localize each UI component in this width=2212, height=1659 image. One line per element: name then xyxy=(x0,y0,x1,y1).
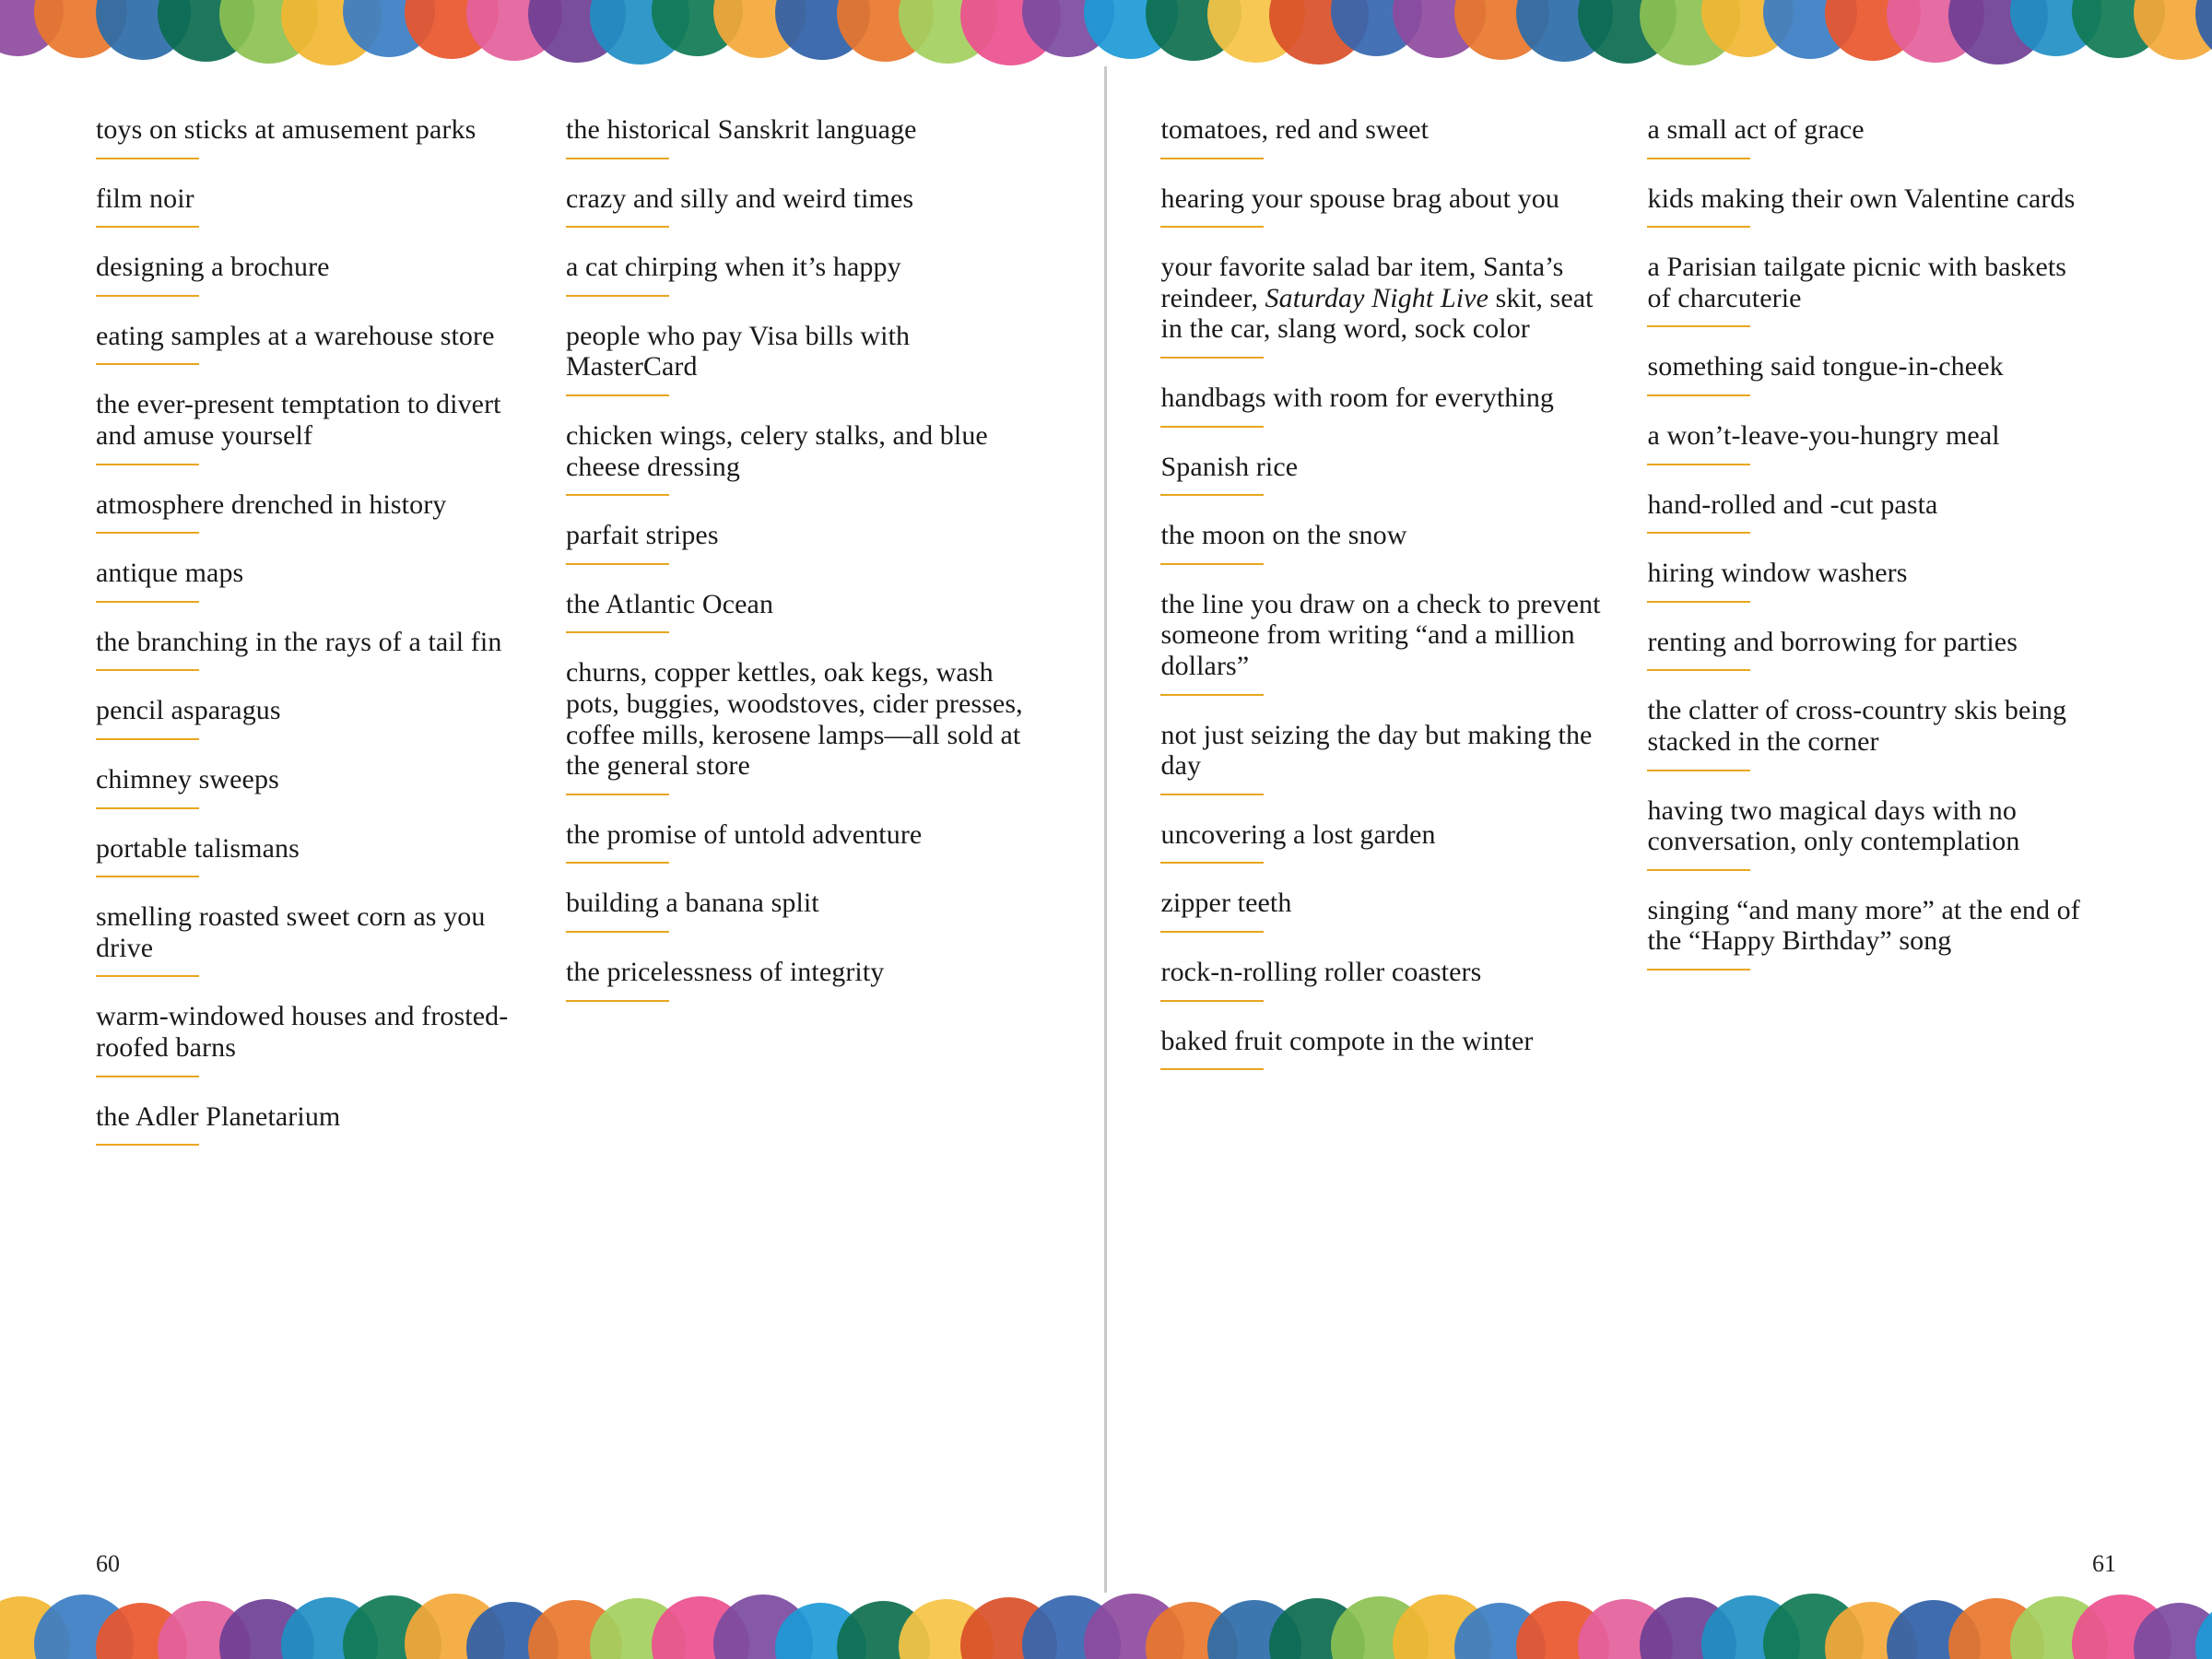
list-item xyxy=(566,819,1045,865)
list-item-text: portable talismans xyxy=(96,832,300,864)
list-item xyxy=(96,1101,547,1147)
list-item-divider xyxy=(1160,1068,1264,1070)
right-folio-row xyxy=(1160,1530,2116,1593)
page-number-left: 60 xyxy=(96,1550,120,1577)
list-item-divider xyxy=(566,158,669,159)
list-item-divider xyxy=(1647,158,1750,159)
list-item-text: the Adler Planetarium xyxy=(96,1100,341,1132)
list-item-text: your favorite salad bar item, Santa’s reindeer, Saturday Night Live skit, seat in the car, slang word, sock color xyxy=(1160,252,1594,345)
list-item-divider xyxy=(1647,464,1750,465)
list-item-divider xyxy=(566,931,669,933)
list-item xyxy=(1160,252,1603,359)
right-page-columns xyxy=(1160,114,2116,1530)
list-item xyxy=(1160,819,1603,865)
list-item-divider xyxy=(1647,394,1750,396)
list-item-divider xyxy=(1647,869,1750,871)
list-item xyxy=(566,420,1045,496)
list-item-divider xyxy=(1160,1000,1264,1002)
list-item xyxy=(1647,795,2082,871)
list-item-divider xyxy=(1160,426,1264,428)
list-item-text: handbags with room for everything xyxy=(1160,382,1555,413)
list-item-divider xyxy=(1160,226,1264,228)
list-item xyxy=(1647,183,2082,229)
list-item-text: a won’t-leave-you-hungry meal xyxy=(1647,419,2000,451)
list-item-divider xyxy=(1647,532,1750,534)
list-item-text: having two magical days with no conversation, only contemplation xyxy=(1647,794,2020,857)
list-item-divider xyxy=(96,1144,199,1146)
list-item-text: the clatter of cross-country skis being stacked in the corner xyxy=(1647,695,2067,757)
list-item xyxy=(1160,888,1603,933)
right-page xyxy=(1107,66,2212,1593)
left-page-column-2 xyxy=(566,114,1045,1530)
list-item-divider xyxy=(1160,563,1264,565)
list-item-text: the branching in the rays of a tail fin xyxy=(96,626,502,657)
list-item-text: baked fruit compote in the winter xyxy=(1160,1025,1534,1056)
list-item xyxy=(566,957,1045,1002)
list-item-text: rock-n-rolling roller coasters xyxy=(1160,956,1482,987)
list-item-text: designing a brochure xyxy=(96,252,330,283)
list-item-text: the historical Sanskrit language xyxy=(566,114,917,145)
list-item-text: chimney sweeps xyxy=(96,763,279,794)
list-item xyxy=(96,764,547,809)
list-item-divider xyxy=(1647,669,1750,671)
list-item-text: warm-windowed houses and frosted-roofed barns xyxy=(96,1001,509,1063)
list-item xyxy=(1647,695,2082,771)
list-item-text: the line you draw on a check to prevent someone from writing “and a million dollars” xyxy=(1160,588,1601,681)
list-item xyxy=(566,252,1045,297)
list-item xyxy=(96,627,547,672)
right-page-column-2 xyxy=(1621,114,2082,1530)
list-item xyxy=(566,183,1045,229)
list-item xyxy=(1647,252,2082,327)
list-item-text: hiring window washers xyxy=(1647,558,1908,589)
list-item xyxy=(1647,558,2082,603)
list-item-divider xyxy=(96,226,199,228)
list-item-divider xyxy=(96,295,199,297)
list-item-text: not just seizing the day but making the day xyxy=(1160,719,1593,782)
list-item-divider xyxy=(1647,601,1750,603)
list-item-divider xyxy=(566,862,669,864)
list-item xyxy=(566,589,1045,634)
list-item-divider xyxy=(1647,226,1750,228)
list-item-text: the moon on the snow xyxy=(1160,520,1407,551)
list-item-divider xyxy=(1160,357,1264,359)
list-item xyxy=(1160,720,1603,795)
spread-content xyxy=(0,66,2212,1593)
list-item-divider xyxy=(96,601,199,603)
list-item xyxy=(1160,589,1603,696)
list-item-text: the promise of untold adventure xyxy=(566,818,923,850)
list-item-text: hand-rolled and -cut pasta xyxy=(1647,488,1938,520)
list-item-divider xyxy=(566,563,669,565)
list-item xyxy=(1647,351,2082,396)
list-item-divider xyxy=(1160,931,1264,933)
list-item-divider xyxy=(96,363,199,365)
list-item xyxy=(1160,957,1603,1002)
list-item-text: singing “and many more” at the end of the “Happy Birthday” song xyxy=(1647,894,2080,957)
list-item xyxy=(96,252,547,297)
list-item-text: crazy and silly and weird times xyxy=(566,182,914,214)
list-item xyxy=(1647,895,2082,971)
list-item xyxy=(566,321,1045,396)
list-item-divider xyxy=(96,1076,199,1077)
list-item xyxy=(96,389,547,465)
list-item-divider xyxy=(96,158,199,159)
list-item-text: tomatoes, red and sweet xyxy=(1160,114,1430,145)
list-item-text: pencil asparagus xyxy=(96,695,281,726)
list-item-text: a small act of grace xyxy=(1647,114,1865,145)
list-item-text: the pricelessness of integrity xyxy=(566,956,885,987)
list-item-text: the ever-present temptation to divert and amuse yourself xyxy=(96,389,501,451)
list-item-divider xyxy=(566,295,669,297)
list-item xyxy=(566,657,1045,794)
list-item xyxy=(566,114,1045,159)
list-item xyxy=(1160,1026,1603,1071)
list-item xyxy=(566,888,1045,933)
list-item xyxy=(1647,489,2082,535)
list-item-divider xyxy=(566,794,669,795)
right-page-column-1 xyxy=(1160,114,1621,1530)
list-item xyxy=(1160,114,1603,159)
list-item xyxy=(96,183,547,229)
list-item-text: zipper teeth xyxy=(1160,888,1292,919)
list-item-text: chicken wings, celery stalks, and blue cheese dressing xyxy=(566,419,988,482)
list-item-divider xyxy=(96,464,199,465)
list-item-divider xyxy=(1160,694,1264,696)
page-number-right: 61 xyxy=(2092,1550,2116,1577)
list-item xyxy=(96,558,547,603)
list-item-text: atmosphere drenched in history xyxy=(96,488,447,520)
list-item-divider xyxy=(96,532,199,534)
list-item xyxy=(96,901,547,977)
list-item xyxy=(1647,114,2082,159)
list-item-divider xyxy=(96,669,199,671)
list-item-divider xyxy=(566,1000,669,1002)
list-item xyxy=(96,695,547,740)
list-item-divider xyxy=(96,975,199,977)
list-item-text: eating samples at a warehouse store xyxy=(96,320,495,351)
list-item-divider xyxy=(1160,794,1264,795)
list-item-text: renting and borrowing for parties xyxy=(1647,626,2018,657)
list-item-text: antique maps xyxy=(96,558,244,589)
list-item-divider xyxy=(566,631,669,633)
decorative-dot-border-top xyxy=(0,0,2212,66)
list-item-text: toys on sticks at amusement parks xyxy=(96,114,477,145)
list-item-text: churns, copper kettles, oak kegs, wash pots, buggies, woodstoves, cider presses, coffee mills, kerosene lamps—all sold at the general store xyxy=(566,657,1023,782)
list-item-divider xyxy=(1647,325,1750,327)
left-page-column-1 xyxy=(96,114,566,1530)
list-item xyxy=(566,520,1045,565)
list-item-divider xyxy=(1647,969,1750,971)
list-item-text: the Atlantic Ocean xyxy=(566,588,774,619)
list-item xyxy=(1160,183,1603,229)
list-item-divider xyxy=(1160,494,1264,496)
list-item-text: film noir xyxy=(96,182,194,214)
list-item xyxy=(96,1001,547,1077)
list-item-text: Spanish rice xyxy=(1160,451,1299,482)
list-item-divider xyxy=(1647,770,1750,771)
list-item-text: hearing your spouse brag about you xyxy=(1160,182,1559,214)
list-item-text: a Parisian tailgate picnic with baskets of charcuterie xyxy=(1647,252,2067,313)
list-item xyxy=(1160,452,1603,497)
list-item xyxy=(96,321,547,366)
list-item-divider xyxy=(96,807,199,809)
list-item-text: kids making their own Valentine cards xyxy=(1647,182,2076,214)
list-item xyxy=(1160,520,1603,565)
list-item xyxy=(1160,382,1603,428)
list-item-divider xyxy=(566,494,669,496)
left-folio-row xyxy=(96,1530,1062,1593)
list-item-divider xyxy=(96,738,199,740)
list-item-text: something said tongue-in-cheek xyxy=(1647,351,2004,382)
left-page-columns xyxy=(96,114,1062,1530)
list-item-divider xyxy=(1160,862,1264,864)
list-item-divider xyxy=(1160,158,1264,159)
list-item-divider xyxy=(566,394,669,396)
list-item-text: uncovering a lost garden xyxy=(1160,818,1436,850)
list-item-text: building a banana split xyxy=(566,888,819,919)
list-item-text: a cat chirping when it’s happy xyxy=(566,252,901,283)
list-item-text: people who pay Visa bills with MasterCard xyxy=(566,320,911,382)
list-item-text: parfait stripes xyxy=(566,520,719,551)
list-item xyxy=(96,489,547,535)
decorative-dot-border-bottom xyxy=(0,1593,2212,1659)
list-item xyxy=(1647,420,2082,465)
left-page xyxy=(0,66,1104,1593)
list-item-text: smelling roasted sweet corn as you drive xyxy=(96,901,486,963)
list-item xyxy=(96,833,547,878)
list-item-divider xyxy=(96,876,199,877)
list-item xyxy=(1647,627,2082,672)
list-item-divider xyxy=(566,226,669,228)
list-item xyxy=(96,114,547,159)
